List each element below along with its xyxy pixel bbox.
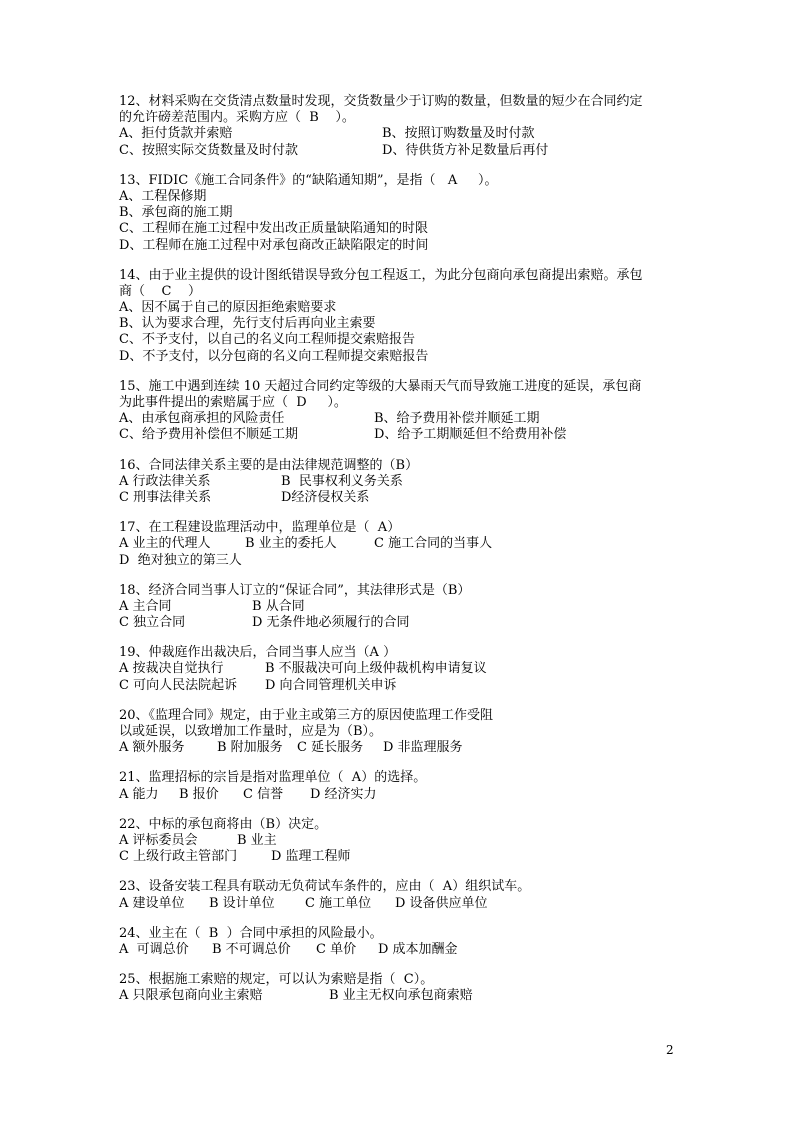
question-stem-line: 15、施工中遇到连续 10 天超过合同约定等级的大暴雨天气而导致施工进度的延误，承包商 [119, 378, 642, 394]
question-stem-line: 20、《监理合同》规定，由于业主或第三方的原因使监理工作受阻 [119, 707, 494, 723]
option-row [119, 349, 679, 365]
answer-option: A 建设单位 [119, 895, 185, 911]
answer-option: A、因不属于自己的原因拒绝索赔要求 [119, 300, 337, 316]
page-number: 2 [666, 1043, 674, 1057]
option-row [119, 411, 679, 427]
answer-option: B 业主的委托人 [245, 536, 337, 552]
option-row [119, 205, 679, 221]
option-row [119, 849, 679, 865]
answer-option: C 延长服务 [297, 740, 364, 756]
option-row [119, 896, 679, 912]
option-row [119, 536, 679, 552]
answer-option: D 设备供应单位 [395, 895, 488, 911]
question-stem-line: 17、在工程建设监理活动中，监理单位是（ A） [119, 520, 401, 536]
answer-option: B、给予费用补偿并顺延工期 [374, 411, 540, 427]
answer-option: C 信誉 [243, 786, 284, 802]
answer-option: C 独立合同 [119, 615, 186, 631]
question-block [119, 268, 679, 365]
question-stem-line: 25、根据施工索赔的规定，可以认为索赔是指（ C）。 [119, 972, 434, 988]
answer-option: B、承包商的施工期 [119, 205, 233, 221]
answer-option: D 监理工程师 [271, 849, 351, 865]
option-row [119, 332, 679, 348]
answer-option: D、工程师在施工过程中对承包商改正缺陷限定的时间 [119, 237, 429, 253]
answer-option: A、由承包商承担的风险责任 [119, 411, 285, 427]
answer-option: A 评标委员会 [119, 832, 198, 848]
answer-option: C 单价 [316, 941, 357, 957]
answer-option: C 刑事法律关系 [119, 489, 212, 505]
answer-option: A 主合同 [119, 598, 172, 614]
question-block [119, 770, 679, 802]
option-row [119, 833, 679, 849]
question-block [119, 94, 679, 159]
answer-option: C、按照实际交货数量及时付款 [119, 142, 298, 158]
question-block [119, 708, 679, 757]
answer-option: D、给予工期顺延但不给费用补偿 [374, 427, 567, 443]
answer-option: D 非监理服务 [383, 740, 463, 756]
question-block [119, 645, 679, 694]
question-stem-line: 14、由于业主提供的设计图纸错误导致分包工程返工，为此分包商向承包商提出索赔。承包 [119, 267, 643, 283]
option-row [119, 740, 679, 756]
question-block [119, 972, 679, 1004]
answer-option: C、给予费用补偿但不顺延工期 [119, 427, 298, 443]
answer-option: B、按照订购数量及时付款 [382, 126, 535, 142]
question-stem-line: 18、经济合同当事人订立的“保证合同”，其法律形式是（B） [119, 582, 471, 598]
option-row [119, 474, 679, 490]
option-row [119, 126, 679, 142]
option-row [119, 553, 679, 569]
option-row [119, 661, 679, 677]
answer-option: B 业主无权向承包商索赔 [329, 988, 473, 1004]
answer-option: A 能力 [119, 786, 159, 802]
question-stem-line: 的允许磅差范围内。采购方应（ B ）。 [119, 110, 355, 126]
answer-option: A 只限承包商向业主索赔 [119, 988, 263, 1004]
answer-option: B、认为要求合理，先行支付后再向业主索要 [119, 316, 376, 332]
option-row [119, 988, 679, 1004]
answer-option: C 上级行政主管部门 [119, 849, 238, 865]
option-row [119, 221, 679, 237]
answer-option: B 业主 [237, 832, 277, 848]
question-stem-line: 22、中标的承包商将由（B）决定。 [119, 816, 328, 832]
question-stem-line: 12、材料采购在交货清点数量时发现，交货数量少于订购的数量，但数量的短少在合同约定 [119, 94, 643, 109]
answer-option: C 施工单位 [305, 895, 372, 911]
answer-option: C、工程师在施工过程中发出改正质量缺陷通知的时限 [119, 221, 428, 237]
answer-option: D、不予支付，以分包商的名义向工程师提交索赔报告 [119, 348, 429, 364]
question-stem-line: 以或延误，以致增加工作量时，应是为（B）。 [119, 724, 383, 739]
question-stem-line: 13、FIDIC《施工合同条件》的“缺陷通知期”，是指（ A ）。 [119, 172, 498, 188]
question-block [119, 926, 679, 958]
answer-option: B 不可调总价 [212, 941, 291, 957]
option-row [119, 143, 679, 159]
answer-option: A 业主的代理人 [119, 536, 211, 552]
answer-option: D 经济实力 [310, 786, 377, 802]
answer-option: C、不予支付，以自己的名义向工程师提交索赔报告 [119, 332, 415, 348]
answer-option: B 不服裁决可向上级仲裁机构申请复议 [265, 661, 487, 677]
option-row [119, 189, 679, 205]
answer-option: B 从合同 [252, 598, 305, 614]
question-block [119, 520, 679, 569]
question-stem-line: 24、业主在（ B ）合同中承担的风险最小。 [119, 925, 383, 941]
answer-option: A 可调总价 [119, 941, 189, 957]
option-row [119, 300, 679, 316]
question-block [119, 458, 679, 507]
question-stem-line: 19、仲裁庭作出裁决后，合同当事人应当（A ） [119, 645, 397, 661]
answer-option: A、拒付货款并索赔 [119, 126, 233, 142]
question-block [119, 583, 679, 632]
option-row [119, 238, 679, 254]
question-block [119, 379, 679, 444]
question-stem-line: 商（ C ） [119, 283, 202, 299]
question-stem-line: 21、监理招标的宗旨是指对监理单位（ A）的选择。 [119, 770, 427, 786]
answer-option: D 绝对独立的第三人 [119, 552, 242, 568]
answer-option: D 无条件地必须履行的合同 [252, 615, 410, 631]
answer-option: C 施工合同的当事人 [374, 536, 493, 552]
option-row [119, 678, 679, 694]
answer-option: A、工程保修期 [119, 188, 207, 204]
question-stem-line: 16、合同法律关系主要的是由法律规范调整的（B） [119, 457, 419, 473]
option-row [119, 490, 679, 506]
question-block [119, 879, 679, 911]
answer-option: A 按裁决自觉执行 [119, 661, 224, 677]
answer-option: B 民事权利义务关系 [281, 473, 403, 489]
answer-option: A 额外服务 [119, 740, 185, 756]
answer-option: D 向合同管理机关申诉 [265, 677, 397, 693]
question-list [119, 94, 679, 1018]
answer-option: D经济侵权关系 [281, 489, 370, 505]
answer-option: B 设计单位 [209, 895, 275, 911]
option-row [119, 427, 679, 443]
answer-option: D 成本加酬金 [378, 941, 458, 957]
answer-option: B 报价 [179, 786, 219, 802]
option-row [119, 316, 679, 332]
question-stem-line: 为此事件提出的索赔属于应（ D ）。 [119, 395, 347, 410]
option-row [119, 942, 679, 958]
answer-option: D、待供货方补足数量后再付 [382, 142, 549, 158]
option-row [119, 787, 679, 803]
option-row [119, 599, 679, 615]
answer-option: B 附加服务 [217, 740, 283, 756]
answer-option: A 行政法律关系 [119, 473, 211, 489]
option-row [119, 615, 679, 631]
answer-option: C 可向人民法院起诉 [119, 677, 238, 693]
question-stem-line: 23、设备安装工程具有联动无负荷试车条件的，应由（ A）组织试车。 [119, 879, 531, 895]
question-block [119, 173, 679, 254]
question-block [119, 817, 679, 866]
